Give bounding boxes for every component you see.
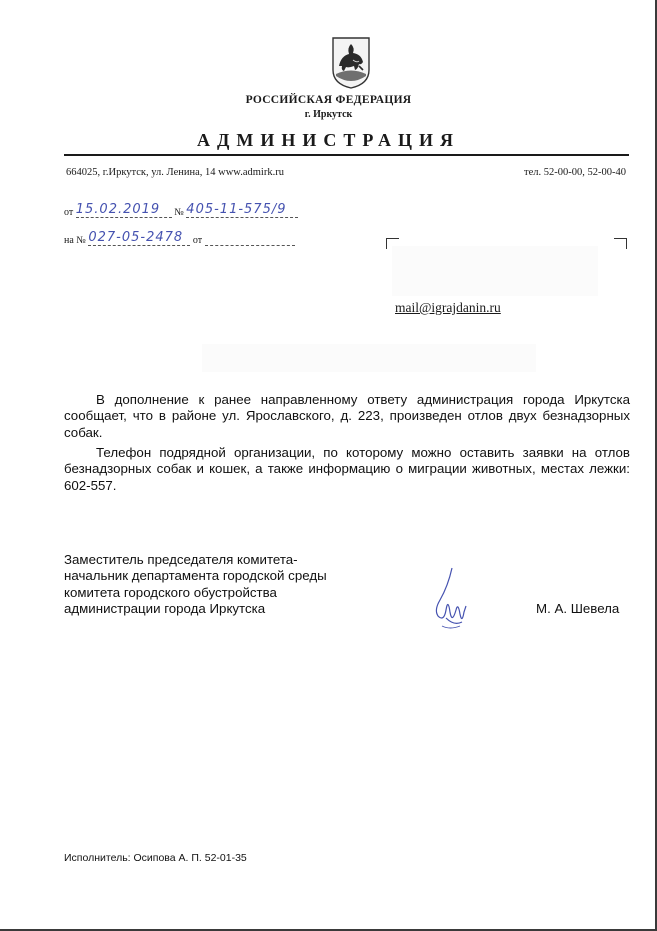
administration-title: АДМИНИСТРАЦИЯ: [196, 130, 461, 150]
position-line-4: администрации города Иркутска: [64, 600, 266, 616]
federation-heading: РОССИЙСКАЯ ФЕДЕРАЦИЯ: [245, 94, 412, 106]
position-line-3: комитета городского обустройства: [64, 584, 277, 600]
signatory-position: [64, 552, 327, 617]
header-divider: [64, 154, 629, 156]
on-number-label: на №: [64, 235, 86, 246]
number-field: [186, 202, 298, 218]
date-field: [76, 202, 172, 218]
incoming-reference: [64, 230, 295, 246]
on-number-field: [88, 230, 190, 246]
handwritten-date: 15.02.2019: [75, 202, 161, 217]
handwritten-signature: [432, 566, 468, 632]
phone-line: тел. 52-00-00, 52-00-40: [524, 167, 626, 178]
outgoing-registration: [64, 202, 298, 218]
on-from-label: от: [192, 235, 203, 246]
position-line-1: Заместитель председателя комитета-: [64, 552, 298, 567]
signer-name: М. А. Шевела: [536, 601, 620, 616]
handwritten-number: 405-11-575/9: [186, 202, 287, 217]
body-paragraph-2: Телефон подрядной организации, по которому можно оставить заявки на отлов безнадзорных собак и кошек, а также информацию о миграции животных, местах лежки: 602-557.: [64, 445, 630, 493]
handwritten-reference: 027-05-2478: [88, 230, 184, 245]
coat-of-arms-emblem: [329, 36, 373, 90]
address-corner-right: [614, 238, 627, 249]
recipient-email: mail@igrajdanin.ru: [395, 300, 501, 315]
redacted-recipient: [392, 246, 598, 296]
city-heading: г. Иркутск: [304, 109, 353, 120]
address-line: 664025, г.Иркутск, ул. Ленина, 14 www.admirk.ru: [66, 167, 284, 178]
body-paragraph-1: В дополнение к ранее направленному ответу администрация города Иркутска сообщает, что в районе ул. Ярославского, д. 223, произведен отлов двух безнадзорных собак.: [64, 392, 630, 440]
on-date-field: [205, 245, 295, 246]
executor-line: Исполнитель: Осипова А. П. 52-01-35: [64, 852, 247, 864]
number-label: №: [174, 207, 184, 218]
redacted-salutation: [202, 344, 536, 372]
from-label: от: [64, 207, 74, 218]
position-line-2: начальник департамента городской среды: [64, 568, 327, 584]
